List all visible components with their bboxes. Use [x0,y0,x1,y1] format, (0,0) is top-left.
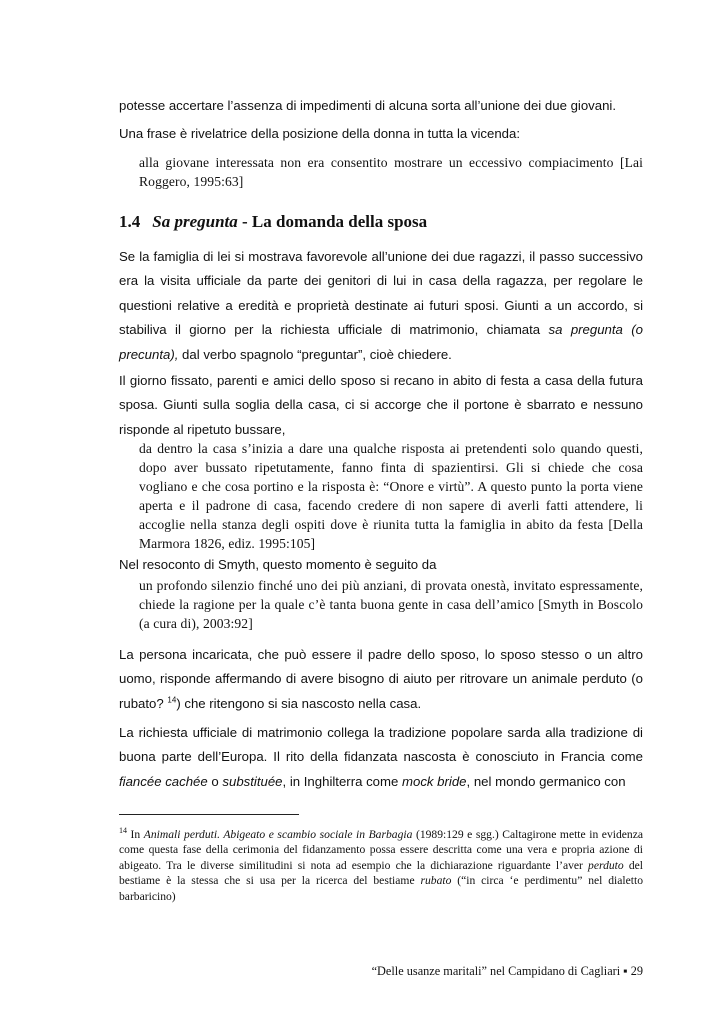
text: Il giorno fissato, parenti e amici dello sposo si recano in abito di festa a casa della futura sposa. Giunti sulla soglia della casa, ci si accorge che il portone è sbarrato e nessuno risponde al ripetuto bussare, [119,373,643,437]
paragraph [119,643,643,716]
text: (1989:129 e sgg.) Caltagirone mette in evidenza come questa fase della cerimonia del fidanzamento possa essere descritta come una vera e propria azione di abigeato. Tra le diverse similitudini si nota ad esempio che la dichiarazione riguardante l’aver [119,828,643,872]
section-number: 1.4 [119,212,141,231]
italic-text: fiancée cachée [119,773,208,789]
text: dal verbo spagnolo “preguntar”, cioè chiedere. [178,346,452,362]
paragraph [119,245,643,367]
italic-text: sa pregunta (o precunta), [119,322,643,362]
text: o [207,773,223,789]
footer-separator: ▪ [623,964,628,978]
text: , in Inghilterra come [282,773,402,789]
section-title-italic: Sa pregunta [152,212,238,231]
text: del bestiame è la stessa che si usa per la ricerca del bestiame [119,858,644,888]
paragraph [119,122,643,146]
text: In [127,828,144,841]
italic-text: mock bride [402,773,467,789]
italic-text: perduto [588,858,624,872]
paragraph [119,721,643,794]
text: , nel mondo germanico con [466,773,626,789]
page-number: 29 [630,964,643,978]
document-page [119,0,643,1030]
running-footer-title: “Delle usanze maritali” nel Campidano di Cagliari [371,964,621,978]
footnote-divider [119,814,299,815]
text: alla giovane interessata non era consentito mostrare un eccessivo compiacimento [Lai Roggero, 1995:63] [139,155,643,189]
text: potesse accertare l’assenza di impedimenti di alcuna sorta all’unione dei due giovani. [119,98,617,113]
italic-text: rubato [420,874,452,888]
paragraph [119,94,643,118]
text: Se la famiglia di lei si mostrava favorevole all’unione dei due ragazzi, il passo successivo era la visita ufficiale da parte dei genitori di lui in casa della ragazza, per regolare le questioni relative a eredità e proprietà destinate ai futuri sposi. Giunti a un accordo, si stabiliva il giorno per la richiesta ufficiale di matrimonio, chiamata [119,249,643,338]
italic-text: substituée [222,773,283,789]
text: Nel resoconto di Smyth, questo momento è seguito da [119,557,437,572]
text: La persona incaricata, che può essere il padre dello sposo, lo sposo stesso o un altro uomo, risponde affermando di avere bisogno di aiuto per ritrovare un animale perduto (o rubato? [119,647,643,711]
footnote [119,827,643,904]
italic-text: Animali perduti. Abigeato e scambio sociale in Barbagia [143,828,413,841]
paragraph [119,553,643,577]
text: ) che ritengono si sia nascosto nella casa. [176,695,422,711]
footnote-number: 14 [119,826,127,836]
section-heading [119,211,643,233]
text: (“in circa ‘e perdimentu” nel dialetto barbaricino) [119,874,643,903]
text: da dentro la casa s’inizia a dare una qualche risposta ai pretendenti solo quando questi, dopo aver bussato ripetutamente, fanno finta di spazientirsi. Gli si chiede che cosa vogliano e che cosa portino e la risposta è: “Onore e virtù”. A questo punto la porta viene aperta e il padrone di casa, facendo credere di non sapere di averli fatti attendere, li accoglie nella stanza degli ospiti dove è riunita tutta la famiglia in abito da festa [Della Marmora 1826, ediz. 1995:105] [139,441,643,551]
text: Una frase è rivelatrice della posizione della donna in tutta la vicenda: [119,126,520,141]
block-quote [139,153,643,191]
paragraph [119,369,643,442]
text: La richiesta ufficiale di matrimonio collega la tradizione popolare sarda alla tradizione di buona parte dell’Europa. Il rito della fidanzata nascosta è conosciuto in Francia come [119,725,643,765]
section-title: - La domanda della sposa [242,212,428,231]
text: un profondo silenzio finché uno dei più anziani, di provata onestà, invitato espressamente, chiede la ragione per la quale c’è tanta buona gente in casa dell’amico [Smyth in Boscolo (a cura di), 2003:92] [139,578,643,631]
block-quote [139,439,643,553]
footnote-reference[interactable]: 14 [167,695,177,705]
page-footer [372,964,643,979]
block-quote [139,576,643,633]
